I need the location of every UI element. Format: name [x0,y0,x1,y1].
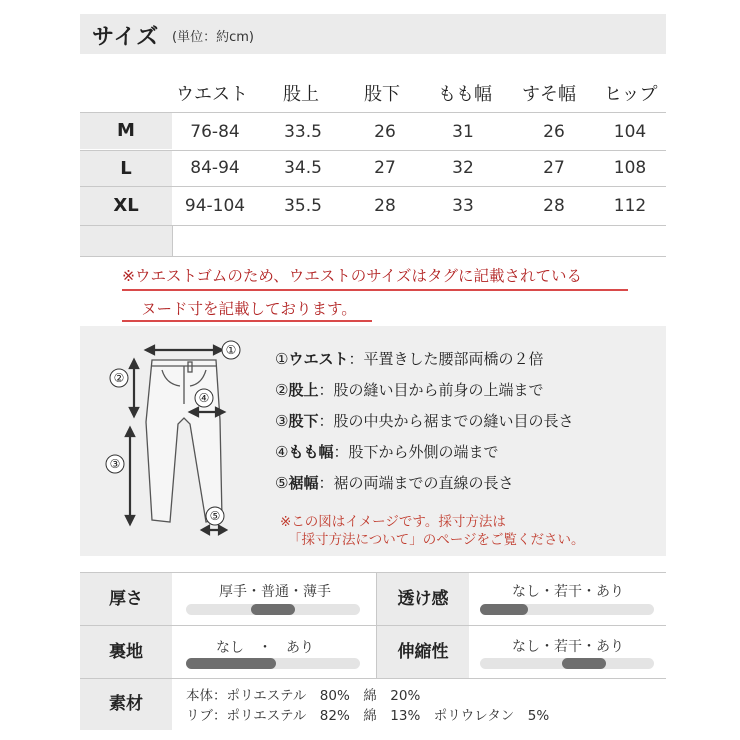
header-hem: すそ幅 [522,84,576,105]
cell-m-waist: 76-84 [190,122,240,142]
cell-xl-hem: 28 [543,196,565,216]
cell-m-thigh: 31 [452,122,474,142]
marker-1: ① [225,343,237,357]
label-stretch: 伸縮性 [377,626,469,678]
measurement-panel [80,326,666,556]
row-label-m: M [80,113,172,149]
waist-note-line1: ※ウエストゴムのため、ウエストのサイズはタグに記載されている [122,267,583,285]
measure-item-hem [275,472,513,493]
measure-name: ウエスト [288,350,349,368]
image-warning-line2: 「採寸方法について」のページをご覧ください。 [288,532,585,548]
measure-num: ① [275,350,289,368]
cell-xl-inseam: 28 [374,196,396,216]
measure-desc: ：平置きした腰部両橋の２倍 [348,350,544,368]
page-title: サイズ [92,25,160,50]
measure-item-waist [275,348,543,369]
material-line1: 本体：ポリエステル 80% 綿 20% [186,688,421,704]
cell-xl-waist: 94-104 [184,196,246,216]
measure-desc: ：股下から外側の端まで [333,443,499,461]
header-rise: 股上 [283,84,319,105]
measure-num: ② [275,381,289,399]
note-underline [122,320,372,322]
measure-item-rise [275,379,543,400]
lining-options: なし ・ あり [216,640,314,656]
waist-note-line2: ヌード寸を記載しております。 [141,300,357,318]
row-label-xl: XL [80,187,172,225]
measure-desc: ：裾の両端までの直線の長さ [318,474,514,492]
image-warning-line1: ※この図はイメージです。採寸方法は [280,514,506,530]
cell-l-waist: 84-94 [190,158,240,178]
measure-name: もも幅 [288,443,334,461]
measure-name: 股上 [288,381,319,399]
note-underline [122,289,628,291]
stretch-track [480,658,654,669]
measure-item-inseam [275,410,573,431]
cell-l-thigh: 32 [452,158,474,178]
pants-diagram [104,334,284,556]
cell-m-rise: 33.5 [284,122,322,142]
marker-3: ③ [109,457,121,471]
measure-name: 裾幅 [288,474,319,492]
sheer-track [480,604,654,615]
measure-desc: ：股の中央から裾までの縫い目の長さ [318,412,574,430]
label-lining: 裏地 [80,626,172,678]
thickness-track [186,604,360,615]
cell-m-hip: 104 [613,122,647,142]
header-inseam: 股下 [364,84,400,105]
cell-xl-rise: 35.5 [284,196,322,216]
header-waist: ウエスト [176,84,248,105]
size-table [80,66,666,256]
label-material: 素材 [80,679,172,730]
cell-m-inseam: 26 [374,122,396,142]
header-hip: ヒップ [604,84,658,105]
material-line2: リブ：ポリエステル 82% 綿 13% ポリウレタン 5% [186,708,550,724]
row-label-l: L [80,151,172,187]
cell-m-hem: 26 [543,122,565,142]
spec-table [80,572,666,730]
lining-marker [186,658,276,669]
title-bar [80,14,666,54]
sheer-options: なし・若干・あり [512,584,624,600]
sheer-marker [480,604,528,615]
cell-xl-thigh: 33 [452,196,474,216]
stretch-options: なし・若干・あり [512,639,624,655]
table-divider [172,226,173,256]
marker-4: ④ [198,391,210,405]
label-sheer: 透け感 [377,573,469,625]
measure-desc: ：股の縫い目から前身の上端まで [318,381,544,399]
marker-2: ② [113,371,125,385]
cell-l-hip: 108 [613,158,647,178]
thickness-marker [251,604,295,615]
header-thigh: もも幅 [438,84,492,105]
measure-item-thigh [275,441,498,462]
marker-5: ⑤ [209,509,221,523]
cell-l-hem: 27 [543,158,565,178]
row-label-empty [80,226,172,256]
thickness-options: 厚手・普通・薄手 [219,584,331,600]
cell-l-inseam: 27 [374,158,396,178]
cell-l-rise: 34.5 [284,158,322,178]
measure-num: ⑤ [275,474,289,492]
measure-num: ③ [275,412,289,430]
measure-name: 股下 [288,412,319,430]
lining-track [186,658,360,669]
measure-num: ④ [275,443,289,461]
unit-label: (単位：約cm) [172,30,254,45]
cell-xl-hip: 112 [613,196,647,216]
stretch-marker [562,658,606,669]
label-thickness: 厚さ [80,573,172,625]
table-divider [80,256,666,257]
